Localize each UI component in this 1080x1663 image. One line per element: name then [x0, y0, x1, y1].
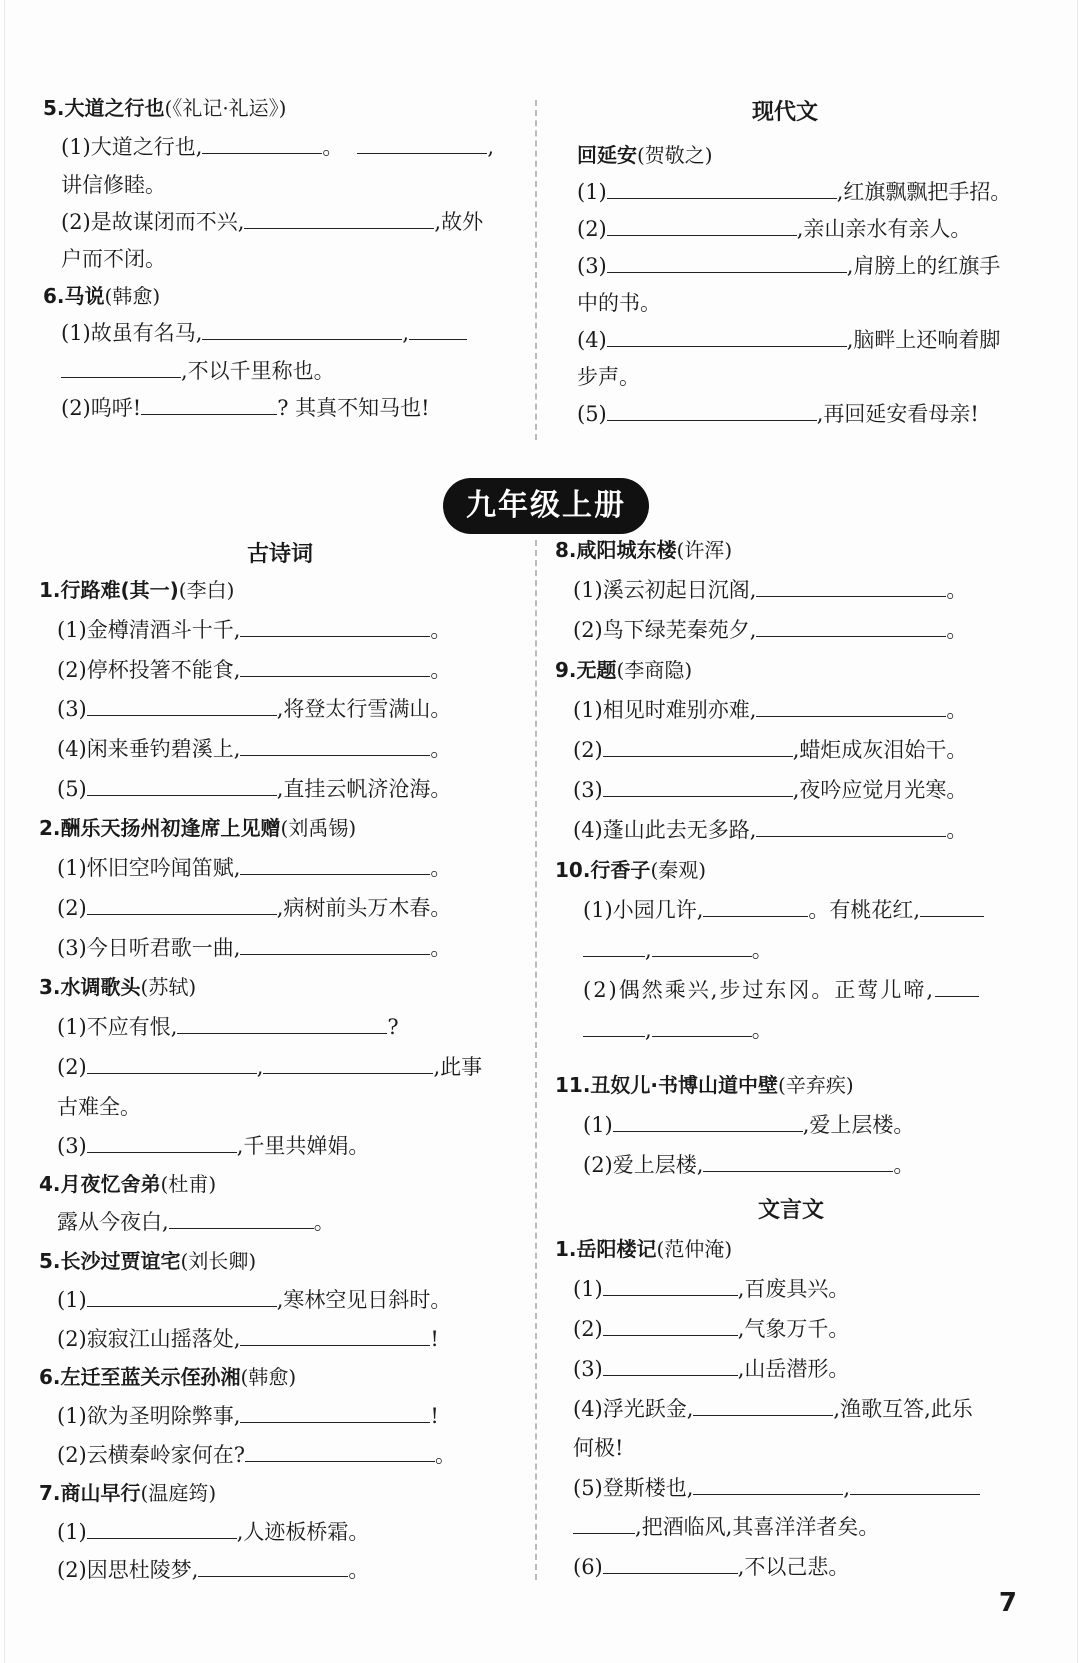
author-text: (秦观) [650, 858, 707, 882]
answer-blank[interactable] [756, 614, 946, 637]
author-text: (杜甫) [160, 1172, 217, 1196]
prompt-text: 露从今夜白, [57, 1210, 169, 1234]
answer-blank[interactable] [244, 206, 434, 229]
prompt-text: (1)金樽清酒斗十千, [57, 618, 241, 642]
answer-blank[interactable] [652, 934, 752, 957]
answer-blank[interactable] [920, 894, 984, 917]
fill-line [61, 352, 335, 390]
answer-blank[interactable] [756, 694, 946, 717]
fill-line [583, 971, 979, 1009]
continuation-text: 步声。 [577, 365, 640, 389]
punct: ,故外 [434, 210, 484, 234]
answer-blank[interactable] [703, 894, 808, 917]
prompt-text: (2)停杯投箸不能食, [57, 658, 241, 682]
continuation-text: ,渔歌互答,此乐 [833, 1397, 973, 1421]
column-divider [535, 100, 537, 440]
answer-blank[interactable] [87, 1130, 237, 1153]
answer-blank[interactable] [240, 733, 430, 756]
fill-line [573, 1310, 849, 1348]
author-text: (刘禹锡) [280, 816, 357, 840]
continuation-text: 何极! [573, 1436, 624, 1460]
continuation-text: ,夜吟应觉月光寒。 [792, 778, 968, 802]
continuation-text: ,蜡炬成灰泪始干。 [792, 738, 968, 762]
punct: 。 [313, 1210, 335, 1234]
answer-blank[interactable] [607, 176, 837, 199]
fill-line [57, 1048, 482, 1086]
author-text: (李白) [178, 578, 235, 602]
prompt-text: (1)怀旧空吟闻笛赋, [57, 856, 241, 880]
answer-blank[interactable] [87, 892, 277, 915]
continuation-text: 户而不闭。 [61, 247, 166, 271]
prompt-text: (1)欲为圣明除弊事, [57, 1404, 241, 1428]
answer-blank[interactable] [263, 1051, 433, 1074]
poem-title [39, 968, 196, 1006]
answer-blank[interactable] [583, 934, 645, 957]
answer-blank[interactable] [141, 392, 277, 415]
prompt-text: (1) [573, 1277, 603, 1301]
title-text: 回延安 [577, 143, 637, 167]
continuation-text: ,此事 [433, 1055, 483, 1079]
answer-blank[interactable] [240, 654, 430, 677]
poem-title [555, 851, 706, 889]
answer-blank[interactable] [87, 1284, 277, 1307]
answer-blank[interactable] [240, 852, 430, 875]
continuation-text: ,将登太行雪满山。 [276, 697, 452, 721]
fill-line [61, 203, 483, 241]
prompt-text: (2)云横秦岭家何在? [57, 1443, 246, 1467]
answer-blank[interactable] [245, 1439, 435, 1462]
answer-blank[interactable] [87, 1051, 257, 1074]
fill-line [57, 1281, 451, 1319]
title-text: 7.商山早行 [39, 1481, 141, 1505]
title-text: 6.左迁至蓝关示侄孙湘 [39, 1365, 241, 1389]
prompt-text: (2) [57, 896, 87, 920]
prompt-text: (2)寂寂江山摇落处, [57, 1327, 241, 1351]
author-text: (韩愈) [240, 1365, 297, 1389]
prompt-text: (5) [577, 402, 607, 426]
fill-line [57, 929, 451, 967]
continuation-text: ,亲山亲水有亲人。 [796, 217, 972, 241]
fill-line [573, 1508, 879, 1546]
continuation-text: ,气象万千。 [737, 1317, 850, 1341]
title-text: 11.丑奴儿·书博山道中壁 [555, 1073, 779, 1097]
answer-blank[interactable] [756, 574, 946, 597]
punct: ! [430, 1327, 439, 1351]
answer-blank[interactable] [652, 1014, 752, 1037]
continuation-text: ,不以千里称也。 [181, 359, 335, 383]
prompt-text: (2) [577, 217, 607, 241]
punct: 。 [430, 737, 452, 761]
fill-line [57, 1436, 456, 1474]
title-text: 1.岳阳楼记 [555, 1237, 657, 1261]
fill-line [583, 1106, 914, 1144]
prompt-text: (1) [57, 1288, 87, 1312]
author-text: (苏轼) [140, 975, 197, 999]
punct: , [645, 1018, 652, 1042]
continuation-text: ? 其真不知马也! [277, 396, 430, 420]
answer-blank[interactable] [240, 1400, 430, 1423]
fill-line [577, 321, 1000, 359]
continuation-text: ,爱上层楼。 [802, 1113, 915, 1137]
fill-line [583, 1146, 914, 1184]
fill-line [57, 1513, 369, 1551]
punct: ? [387, 1015, 399, 1039]
continuation-text: ,人迹板桥霜。 [236, 1520, 370, 1544]
answer-blank[interactable] [87, 693, 277, 716]
title-text: 8.咸阳城东楼 [555, 538, 677, 562]
continuation-text: ,直挂云帆济沧海。 [276, 777, 452, 801]
answer-blank[interactable] [850, 1472, 980, 1495]
continuation-text: ,百废具兴。 [737, 1277, 850, 1301]
poem-title [39, 1474, 216, 1512]
continuation-text: ,寒林空见日斜时。 [276, 1288, 452, 1312]
answer-blank[interactable] [573, 1511, 635, 1534]
author-text: (刘长卿) [180, 1249, 257, 1273]
punct: 。 [751, 938, 773, 962]
punct: 。 [946, 698, 968, 722]
fill-line [57, 651, 451, 689]
answer-blank[interactable] [603, 1273, 738, 1296]
punct: , [402, 321, 410, 345]
prompt-text: (2) [573, 738, 603, 762]
grade-banner: 九年级上册 [443, 478, 649, 534]
prompt-text: (2)偶然乘兴,步过东冈。正莺儿啼, [583, 978, 936, 1002]
fill-line [577, 210, 971, 248]
prompt-text: (4)浮光跃金, [573, 1397, 694, 1421]
poem-title [39, 1242, 256, 1280]
continuation-text: ,肩膀上的红旗手 [846, 254, 1001, 278]
answer-blank[interactable] [240, 1323, 430, 1346]
prompt-text: (1)故虽有名马, [61, 321, 203, 345]
poem-title [43, 277, 160, 315]
answer-blank[interactable] [240, 614, 430, 637]
continuation-text: 讲信修睦。 [61, 173, 166, 197]
fill-line [583, 891, 984, 929]
poem-title [39, 1358, 296, 1396]
answer-blank[interactable] [935, 974, 979, 997]
fill-line [573, 691, 967, 729]
section-heading: 文言文 [757, 1198, 824, 1223]
continuation-text: 古难全。 [57, 1095, 141, 1119]
author-text: (辛弃疾) [778, 1073, 854, 1097]
answer-blank[interactable] [693, 1472, 843, 1495]
answer-blank[interactable] [693, 1393, 833, 1416]
fill-line [61, 314, 467, 352]
punct: 。 [946, 578, 968, 602]
fill-line [577, 173, 1011, 211]
prompt-text: (5)登斯楼也, [573, 1476, 694, 1500]
fill-line [57, 1320, 439, 1358]
fill-line [573, 611, 967, 649]
punct: ! [430, 1404, 439, 1428]
fill-line [573, 1469, 980, 1507]
continuation-text: ,再回延安看母亲! [816, 402, 979, 426]
prompt-text: (1)不应有恨, [57, 1015, 178, 1039]
fill-line [583, 931, 773, 969]
continuation-text: 中的书。 [577, 291, 661, 315]
fill-line [57, 1008, 399, 1046]
author-text: (李商隐) [616, 658, 693, 682]
answer-blank[interactable] [607, 213, 797, 236]
prompt-text: (2)呜呼! [61, 396, 142, 420]
prompt-text: (6) [573, 1555, 603, 1579]
title-text: 9.无题 [555, 658, 617, 682]
poem-title [39, 571, 234, 609]
answer-blank[interactable] [202, 317, 402, 340]
punct: , [843, 1476, 851, 1500]
prompt-text: (2) [57, 1055, 87, 1079]
title-text: 5.大道之行也 [43, 96, 165, 120]
punct: 。 [348, 1558, 370, 1582]
fill-line [573, 1390, 973, 1428]
answer-blank[interactable] [61, 355, 181, 378]
fill-line [57, 1127, 369, 1165]
punct: 。 [430, 856, 452, 880]
prompt-text: (2)因思杜陵梦, [57, 1558, 199, 1582]
punct: 。 [430, 618, 452, 642]
prompt-text: (4)闲来垂钓碧溪上, [57, 737, 241, 761]
column-divider [535, 540, 537, 1580]
answer-blank[interactable] [169, 1206, 314, 1229]
answer-blank[interactable] [603, 774, 793, 797]
prompt-text: (3) [57, 697, 87, 721]
fill-line [57, 1203, 335, 1241]
punct: 。 [751, 1018, 773, 1042]
continuation-text: ,红旗飘飘把手招。 [836, 180, 1012, 204]
section-heading: 古诗词 [246, 542, 313, 567]
prompt-text: (1) [577, 180, 607, 204]
prompt-text: (5) [57, 777, 87, 801]
answer-blank[interactable] [240, 932, 430, 955]
prompt-text: (3) [573, 778, 603, 802]
poem-title [555, 651, 692, 689]
fill-line [573, 771, 967, 809]
prompt-text: (1)小园几许, [583, 898, 704, 922]
answer-blank[interactable] [607, 398, 817, 421]
answer-blank[interactable] [607, 324, 847, 347]
title-text: 6.马说 [43, 284, 105, 308]
prompt-text: (1)相见时难别亦难, [573, 698, 757, 722]
answer-blank[interactable] [607, 250, 847, 273]
fill-line [61, 128, 494, 166]
answer-blank[interactable] [87, 1516, 237, 1539]
author-text: (许浑) [676, 538, 733, 562]
prompt-text: (1)溪云初起日沉阁, [573, 578, 757, 602]
answer-blank[interactable] [198, 1554, 348, 1577]
poem-title [39, 1165, 216, 1203]
answer-blank[interactable] [202, 131, 322, 154]
continuation-text: ,病树前头万木春。 [276, 896, 452, 920]
answer-blank[interactable] [703, 1149, 893, 1172]
punct: , [256, 1055, 264, 1079]
answer-blank[interactable] [409, 317, 467, 340]
fill-line [57, 1397, 439, 1435]
fill-line [61, 389, 430, 427]
author-text: (贺敬之) [637, 143, 713, 167]
punct: 。 [322, 135, 344, 159]
poem-title [577, 136, 713, 174]
author-text: (范仲淹) [656, 1237, 733, 1261]
fill-line [57, 690, 451, 728]
prompt-text: (1)大道之行也, [61, 135, 203, 159]
answer-blank[interactable] [613, 1109, 803, 1132]
fill-line [57, 770, 451, 808]
prompt-text: (3) [573, 1357, 603, 1381]
prompt-text: (2)鸟下绿芜秦苑夕, [573, 618, 757, 642]
answer-blank[interactable] [603, 1353, 738, 1376]
answer-blank[interactable] [357, 131, 487, 154]
fill-line [583, 1011, 773, 1049]
fill-line [57, 889, 451, 927]
answer-blank[interactable] [603, 1313, 738, 1336]
prompt-text: (4) [577, 328, 607, 352]
continuation-text: ,脑畔上还响着脚 [846, 328, 1001, 352]
punct: 。 [430, 658, 452, 682]
answer-blank[interactable] [583, 1014, 645, 1037]
prompt-text: (1) [583, 1113, 613, 1137]
author-text: (韩愈) [104, 284, 161, 308]
section-heading: 现代文 [751, 100, 818, 125]
title-text: 1.行路难(其一) [39, 578, 179, 602]
poem-title [39, 809, 356, 847]
continuation-text: ,不以己悲。 [737, 1555, 850, 1579]
continuation-text: ,把酒临风,其喜洋洋者矣。 [635, 1515, 880, 1539]
answer-blank[interactable] [177, 1011, 387, 1034]
fill-line [573, 811, 967, 849]
prompt-text: (3)今日听君歌一曲, [57, 936, 241, 960]
answer-blank[interactable] [603, 734, 793, 757]
fill-line [573, 731, 967, 769]
answer-blank[interactable] [756, 814, 946, 837]
fill-line [573, 1270, 849, 1308]
prompt-text: (2)爱上层楼, [583, 1153, 704, 1177]
prompt-text: (3) [57, 1134, 87, 1158]
poem-title [555, 531, 732, 569]
fill-line [573, 1350, 849, 1388]
page-number: 7 [998, 1588, 1017, 1618]
punct: 。 [946, 618, 968, 642]
poem-title [43, 89, 286, 127]
author-text: (温庭筠) [140, 1481, 217, 1505]
title-text: 5.长沙过贾谊宅 [39, 1249, 181, 1273]
title-text: 2.酬乐天扬州初逢席上见赠 [39, 816, 281, 840]
poem-title [555, 1066, 854, 1104]
prompt-text: (4)蓬山此去无多路, [573, 818, 757, 842]
prompt-text: (1) [57, 1520, 87, 1544]
punct: , [645, 938, 652, 962]
fill-line [573, 571, 967, 609]
prompt-text: (2) [573, 1317, 603, 1341]
fill-line [57, 849, 451, 887]
continuation-text: ,千里共婵娟。 [236, 1134, 370, 1158]
title-text: 4.月夜忆舍弟 [39, 1172, 161, 1196]
fill-line [57, 730, 451, 768]
fill-line [577, 395, 979, 433]
punct: , [487, 135, 495, 159]
answer-blank[interactable] [87, 773, 277, 796]
punct: 。 [946, 818, 968, 842]
answer-blank[interactable] [603, 1551, 738, 1574]
punct: 。 [893, 1153, 915, 1177]
fill-line [573, 1548, 849, 1586]
author-text: (《礼记·礼运》) [164, 96, 287, 120]
continuation-text: ,山岳潜形。 [737, 1357, 850, 1381]
fill-line [57, 611, 451, 649]
poem-title [555, 1230, 732, 1268]
fill-line [57, 1551, 369, 1589]
punct: 。 [435, 1443, 457, 1467]
punct: 。 [430, 936, 452, 960]
prompt-text: (2)是故谋闭而不兴, [61, 210, 245, 234]
prompt-text: (3) [577, 254, 607, 278]
continuation-text: 。有桃花红, [808, 898, 921, 922]
title-text: 3.水调歌头 [39, 975, 141, 999]
title-text: 10.行香子 [555, 858, 651, 882]
textbook-page [4, 0, 1078, 1663]
fill-line [577, 247, 1000, 285]
